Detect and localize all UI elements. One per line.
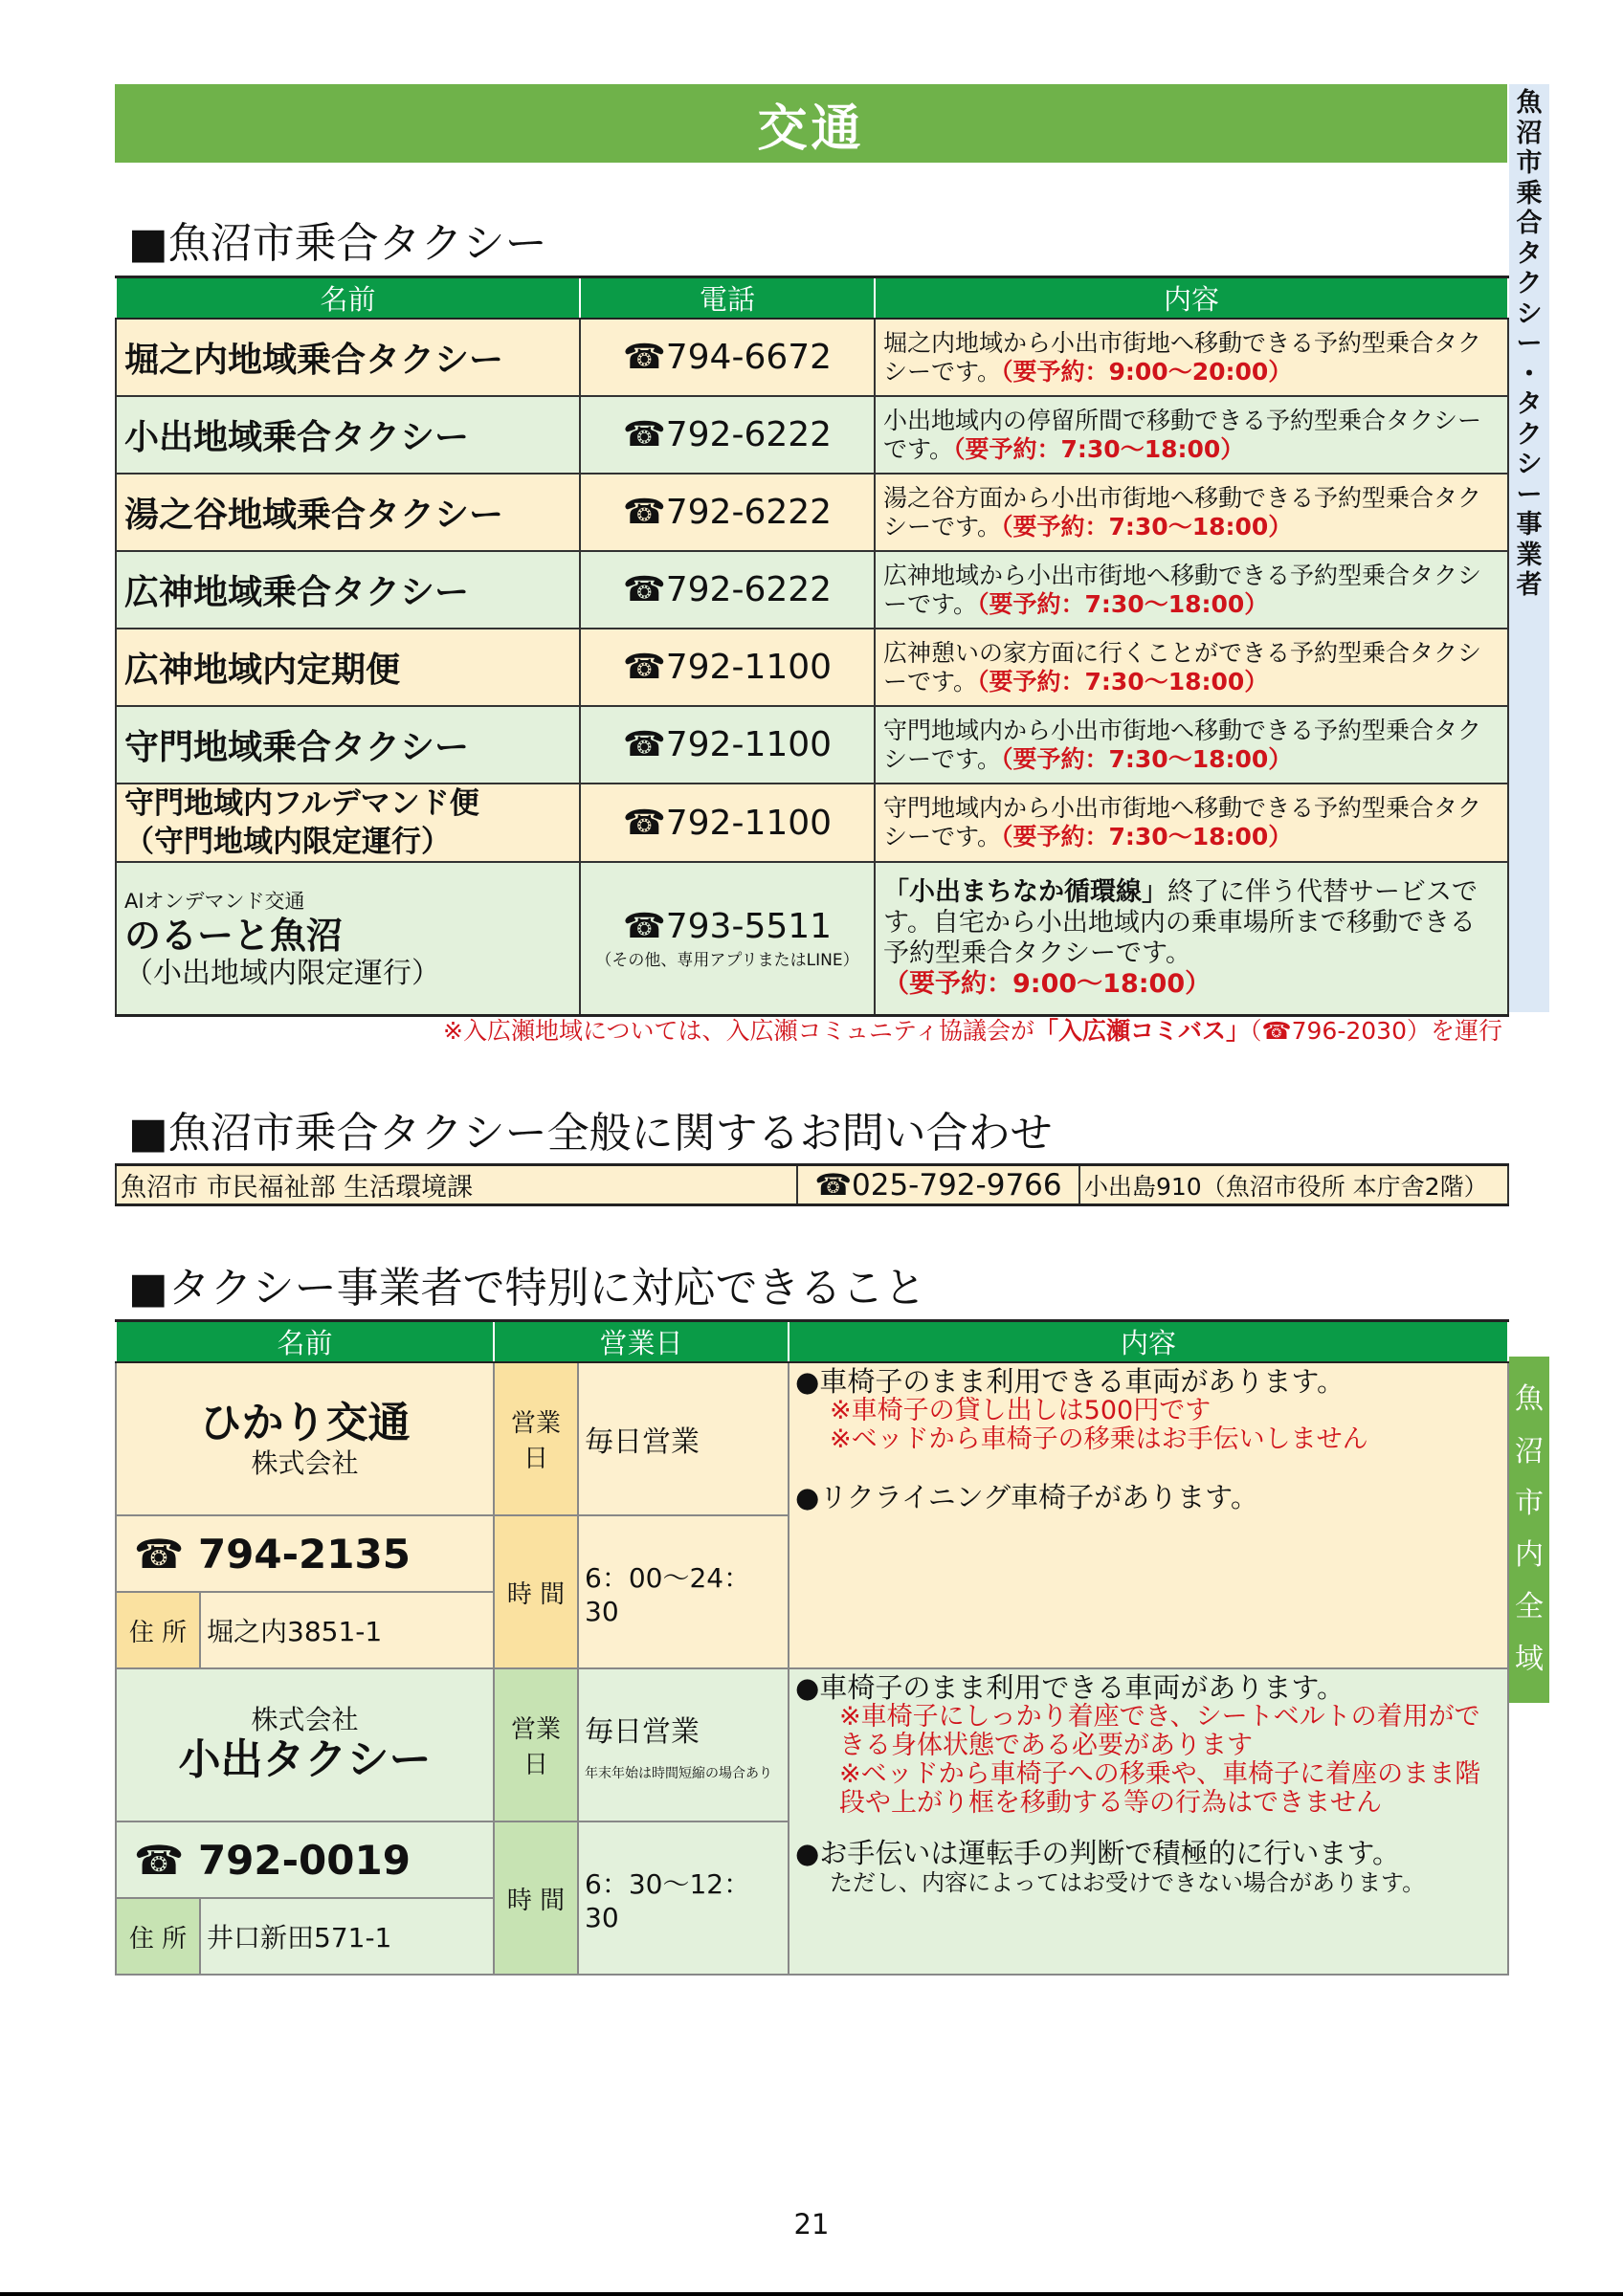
section-title-inquiry: ■魚沼市乗合タクシー全般に関するお問い合わせ	[128, 1109, 1053, 1158]
side-char: 乗	[1516, 178, 1543, 209]
table-row	[116, 1668, 1508, 1821]
address-label: 住 所	[116, 1592, 200, 1668]
service-name	[116, 784, 580, 862]
company-features	[789, 1362, 1508, 1668]
company-name: 小出タクシー	[178, 1735, 432, 1784]
inquiry-address: 小出島910（魚沼市役所 本庁舎2階）	[1079, 1165, 1508, 1205]
feature-item: ●リクライニング車椅子があります。	[795, 1481, 1258, 1513]
table-row	[116, 629, 1508, 706]
inquiry-phone: ☎025-792-9766	[797, 1165, 1079, 1205]
feature-note: ※車椅子にしっかり着座でき、シートベルトの着用ができる身体状態である必要があります	[839, 1702, 1480, 1760]
reservation-hours: （要予約：7:30～18:00）	[1001, 823, 1293, 850]
side-char: ー	[1516, 479, 1543, 510]
side-char: ・	[1516, 359, 1543, 389]
service-phone	[580, 862, 875, 1015]
column-header-content: 内容	[789, 1321, 1508, 1363]
company-type: 株式会社	[251, 1704, 359, 1735]
business-days: 毎日営業	[578, 1362, 789, 1515]
side-char: ー	[1516, 329, 1543, 359]
column-header-content: 内容	[875, 277, 1508, 320]
service-phone: ☎792-1100	[580, 706, 875, 784]
side-char: シ	[1516, 450, 1543, 479]
side-char: タ	[1516, 389, 1543, 419]
side-label-taxi-operators	[1509, 84, 1549, 1012]
reservation-hours: （要予約：7:30～18:00）	[1001, 744, 1293, 773]
company-phone: ☎ 792-0019	[116, 1821, 494, 1898]
phone-number: ☎793-5511	[622, 906, 833, 946]
service-name: 湯之谷地域乗合タクシー	[116, 474, 580, 551]
service-description	[875, 396, 1508, 474]
column-header-name: 名前	[116, 277, 580, 320]
feature-item: ●車椅子のまま利用できる車両があります。	[795, 1365, 1345, 1398]
description-text: 広神憩いの家方面に行くことができる予約型乗合タクシーです。	[883, 638, 1482, 695]
business-days: 毎日営業	[585, 1715, 700, 1749]
note-text: ※入広瀬地域については、入広瀬コミュニティ協議会が	[443, 1017, 1034, 1045]
address-label: 住 所	[116, 1898, 200, 1975]
table-row	[116, 706, 1508, 784]
service-phone: ☎794-6672	[580, 319, 875, 396]
side-char: 内	[1515, 1538, 1544, 1573]
service-phone: ☎792-6222	[580, 396, 875, 474]
side-char: 沼	[1515, 1434, 1544, 1468]
description-bold: 「小出まちなか循環線」	[883, 876, 1167, 907]
service-phone: ☎792-6222	[580, 551, 875, 629]
reservation-hours: （要予約：9:00～20:00）	[1001, 357, 1293, 386]
side-char: 域	[1515, 1642, 1544, 1676]
reservation-hours: （要予約：7:30～18:00）	[977, 589, 1269, 618]
company-address: 井口新田571-1	[200, 1898, 494, 1975]
side-label-city-wide	[1509, 1357, 1549, 1703]
column-header-name: 名前	[116, 1321, 494, 1363]
iribirose-note	[443, 1012, 1502, 1047]
side-char: 者	[1516, 570, 1543, 600]
description-text: 守門地域内から小出市街地へ移動できる予約型乗合タクシーです。	[883, 716, 1482, 773]
shared-taxi-table	[115, 276, 1509, 1017]
business-days-cell	[578, 1668, 789, 1821]
company-type: 株式会社	[251, 1447, 359, 1479]
description-text: 堀之内地域から小出市街地へ移動できる予約型乗合タクシーです。	[883, 328, 1482, 386]
note-bold: 「入広瀬コミバス」	[1034, 1017, 1250, 1045]
side-char: 市	[1516, 148, 1543, 178]
hours-label: 時 間	[494, 1821, 578, 1975]
feature-item: ●車椅子のまま利用できる車両があります。	[795, 1671, 1345, 1704]
side-char: ク	[1516, 269, 1543, 298]
service-name-sub: （守門地域内限定運行）	[124, 825, 451, 859]
service-name: 堀之内地域乗合タクシー	[116, 319, 580, 396]
column-header-days: 営業日	[494, 1321, 789, 1363]
table-row	[116, 474, 1508, 551]
description-text: 守門地域内から小出市街地へ移動できる予約型乗合タクシーです。	[883, 794, 1482, 850]
service-description	[875, 784, 1508, 862]
side-char: 全	[1515, 1590, 1544, 1624]
description-text: 湯之谷方面から小出市街地へ移動できる予約型乗合タクシーです。	[883, 483, 1482, 541]
side-char: 業	[1516, 540, 1543, 570]
section-title-shared-taxi: ■魚沼市乗合タクシー	[128, 219, 547, 268]
business-hours: 6：00～24：30	[578, 1515, 789, 1668]
business-hours: 6：30～12：30	[578, 1821, 789, 1975]
service-phone: ☎792-1100	[580, 784, 875, 862]
side-char: ク	[1516, 419, 1543, 450]
feature-note: ※ベッドから車椅子の移乗はお手伝いしません	[830, 1424, 1368, 1454]
service-phone: ☎792-1100	[580, 629, 875, 706]
table-row	[116, 551, 1508, 629]
phone-note: （その他、専用アプリまたはLINE）	[595, 950, 859, 970]
table-row	[116, 862, 1508, 1015]
side-char: 合	[1516, 209, 1543, 238]
feature-item: ●お手伝いは運転手の判断で積極的に行います。	[795, 1837, 1401, 1869]
side-char: 魚	[1516, 88, 1543, 118]
service-phone: ☎792-6222	[580, 474, 875, 551]
service-name: 小出地域乗合タクシー	[116, 396, 580, 474]
reservation-hours: （要予約：9:00～18:00）	[883, 968, 1212, 999]
service-description	[875, 551, 1508, 629]
column-header-phone: 電話	[580, 277, 875, 320]
bottom-rule	[0, 2292, 1623, 2296]
service-name: 広神地域乗合タクシー	[116, 551, 580, 629]
side-char: 魚	[1515, 1382, 1544, 1417]
description-text: 小出地域内の停留所間で移動できる予約型乗合タクシーです。	[883, 406, 1482, 463]
service-name: 守門地域乗合タクシー	[116, 706, 580, 784]
side-char: 市	[1515, 1486, 1544, 1520]
service-description	[875, 862, 1508, 1015]
service-name	[116, 862, 580, 1015]
company-address: 堀之内3851-1	[200, 1592, 494, 1668]
service-name-main: のるーと魚沼	[124, 914, 344, 957]
side-char: シ	[1516, 298, 1543, 329]
reservation-hours: （要予約：7:30～18:00）	[953, 434, 1245, 463]
company-phone: ☎ 794-2135	[116, 1515, 494, 1592]
service-description	[875, 629, 1508, 706]
taxi-operators-table	[115, 1319, 1509, 1976]
feature-note: ※ベッドから車椅子への移乗や、車椅子に着座のまま階段や上がり框を移動する等の行為はできません	[839, 1759, 1481, 1818]
company-name: ひかり交通	[199, 1399, 411, 1447]
table-row	[116, 1362, 1508, 1515]
page-number: 21	[793, 2208, 830, 2241]
company-name-cell	[116, 1668, 494, 1821]
inquiry-office: 魚沼市 市民福祉部 生活環境課	[116, 1165, 797, 1205]
hours-label: 時 間	[494, 1515, 578, 1668]
side-char: 沼	[1516, 118, 1543, 148]
feature-subtext: ただし、内容によってはお受けできない場合があります。	[830, 1869, 1426, 1896]
table-row	[116, 319, 1508, 396]
inquiry-table	[115, 1163, 1509, 1206]
business-days-note: 年末年始は時間短縮の場合あり	[585, 1766, 773, 1781]
days-label: 営業日	[494, 1668, 578, 1821]
service-description	[875, 706, 1508, 784]
service-name-sub: （小出地域内限定運行）	[124, 956, 440, 990]
days-label: 営業日	[494, 1362, 578, 1515]
reservation-hours: （要予約：7:30～18:00）	[1001, 512, 1293, 541]
service-name: 広神地域内定期便	[116, 629, 580, 706]
side-char: 事	[1516, 510, 1543, 540]
description-text: 終了に伴う代替サービスです。自宅から小出地域内の乗車場所まで移動できる予約型乗合タクシーです。	[883, 876, 1478, 968]
service-description	[875, 319, 1508, 396]
table-row	[116, 784, 1508, 862]
section-title-special-services: ■タクシー事業者で特別に対応できること	[128, 1264, 926, 1313]
feature-note: ※車椅子の貸し出しは500円です	[830, 1396, 1212, 1425]
company-name-cell	[116, 1362, 494, 1515]
reservation-hours: （要予約：7:30～18:00）	[977, 667, 1269, 695]
service-name-main: 守門地域内フルデマンド便	[124, 786, 479, 821]
page-banner: 交通	[115, 84, 1507, 163]
side-char: タ	[1516, 238, 1543, 269]
company-features	[789, 1668, 1508, 1975]
service-name-prefix: AIオンデマンド交通	[124, 889, 305, 913]
note-text-end: （☎796-2030）を運行	[1249, 1017, 1502, 1045]
service-description	[875, 474, 1508, 551]
description-text: 広神地域から小出市街地へ移動できる予約型乗合タクシーです。	[883, 561, 1482, 618]
table-row	[116, 396, 1508, 474]
